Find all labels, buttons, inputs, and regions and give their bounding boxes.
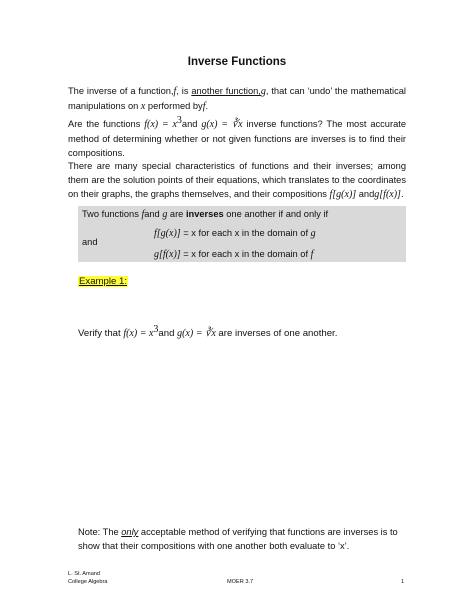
text: and	[144, 209, 163, 219]
math-f: f	[310, 249, 314, 260]
emphasis: only	[121, 527, 139, 537]
example-label: Example 1:	[79, 276, 127, 287]
math-f: f	[141, 209, 145, 220]
paragraph-question	[68, 114, 406, 160]
math-exponent: 3	[176, 115, 182, 126]
math-gfx: g[f(x)]	[154, 249, 181, 260]
text: and	[356, 189, 375, 199]
math-g: g	[310, 228, 316, 239]
condition-1	[154, 228, 316, 239]
math-gfx: g[f(x)]	[374, 189, 401, 200]
text: .	[400, 189, 404, 199]
text: , that can ‘undo’ the mathematical manipulations on	[68, 86, 406, 111]
text: , is	[176, 86, 192, 96]
paragraph-characteristics	[68, 159, 406, 202]
bold-term: inverses	[185, 209, 224, 219]
math-x: x	[140, 101, 146, 112]
text: The inverse of a function,	[68, 86, 174, 96]
math-fx: f(x) = x	[123, 328, 154, 340]
footer-code: MOER 3.7	[227, 579, 254, 585]
text: performed by	[145, 101, 203, 111]
text: inverse functions? The most accurate method of determining whether or not given functions are inverses is to find their compositions.	[68, 119, 406, 159]
and-word: and	[82, 237, 98, 247]
math-gx: g(x) = ∛x	[201, 119, 243, 131]
underlined-phrase: another function,	[191, 86, 261, 96]
math-fx: f(x) = x	[144, 119, 177, 131]
text: Note: The	[78, 527, 122, 537]
footer-author: L. St. Amand	[68, 571, 101, 577]
page-title: Inverse Functions	[187, 56, 287, 68]
math-g: g	[260, 86, 266, 97]
math-exponent: 3	[153, 324, 159, 335]
math-f: f	[173, 86, 177, 97]
condition-2	[154, 249, 313, 260]
text: are	[167, 209, 186, 219]
footer-left	[68, 570, 108, 586]
note-paragraph	[78, 525, 408, 553]
definition-box	[78, 206, 406, 262]
text: Two functions	[82, 209, 142, 219]
page-number: 1	[401, 579, 405, 585]
example-statement	[78, 324, 337, 339]
math-fgx: f[g(x)]	[154, 228, 181, 239]
text: There are many special characteristics of functions and their inverses; among them are the solution points of their equations, which translates to the coordinates on their graphs, the graphs themselves, and their compositions	[68, 161, 406, 199]
text: and	[181, 119, 202, 130]
footer-course: College Algebra	[68, 579, 108, 585]
text: and	[158, 328, 178, 340]
math-gx: g(x) = ∛x	[177, 328, 216, 340]
text: .	[205, 101, 209, 111]
math-fgx: f[g(x)]	[329, 189, 357, 200]
paragraph-definition	[68, 84, 406, 114]
text: are inverses of one another.	[215, 328, 338, 340]
text: one another if and only if	[223, 209, 329, 219]
math-g: g	[162, 209, 168, 220]
text: = x for each x in the domain of	[180, 228, 311, 238]
text: = x for each x in the domain of	[180, 249, 311, 259]
text: Are the functions	[68, 119, 145, 130]
definition-intro	[82, 209, 328, 220]
text: acceptable method of verifying that functions are inverses is to show that their compositions with one another both evaluate to ‘x’.	[78, 527, 398, 551]
math-f: f	[202, 101, 206, 112]
text: Verify that	[78, 328, 124, 340]
